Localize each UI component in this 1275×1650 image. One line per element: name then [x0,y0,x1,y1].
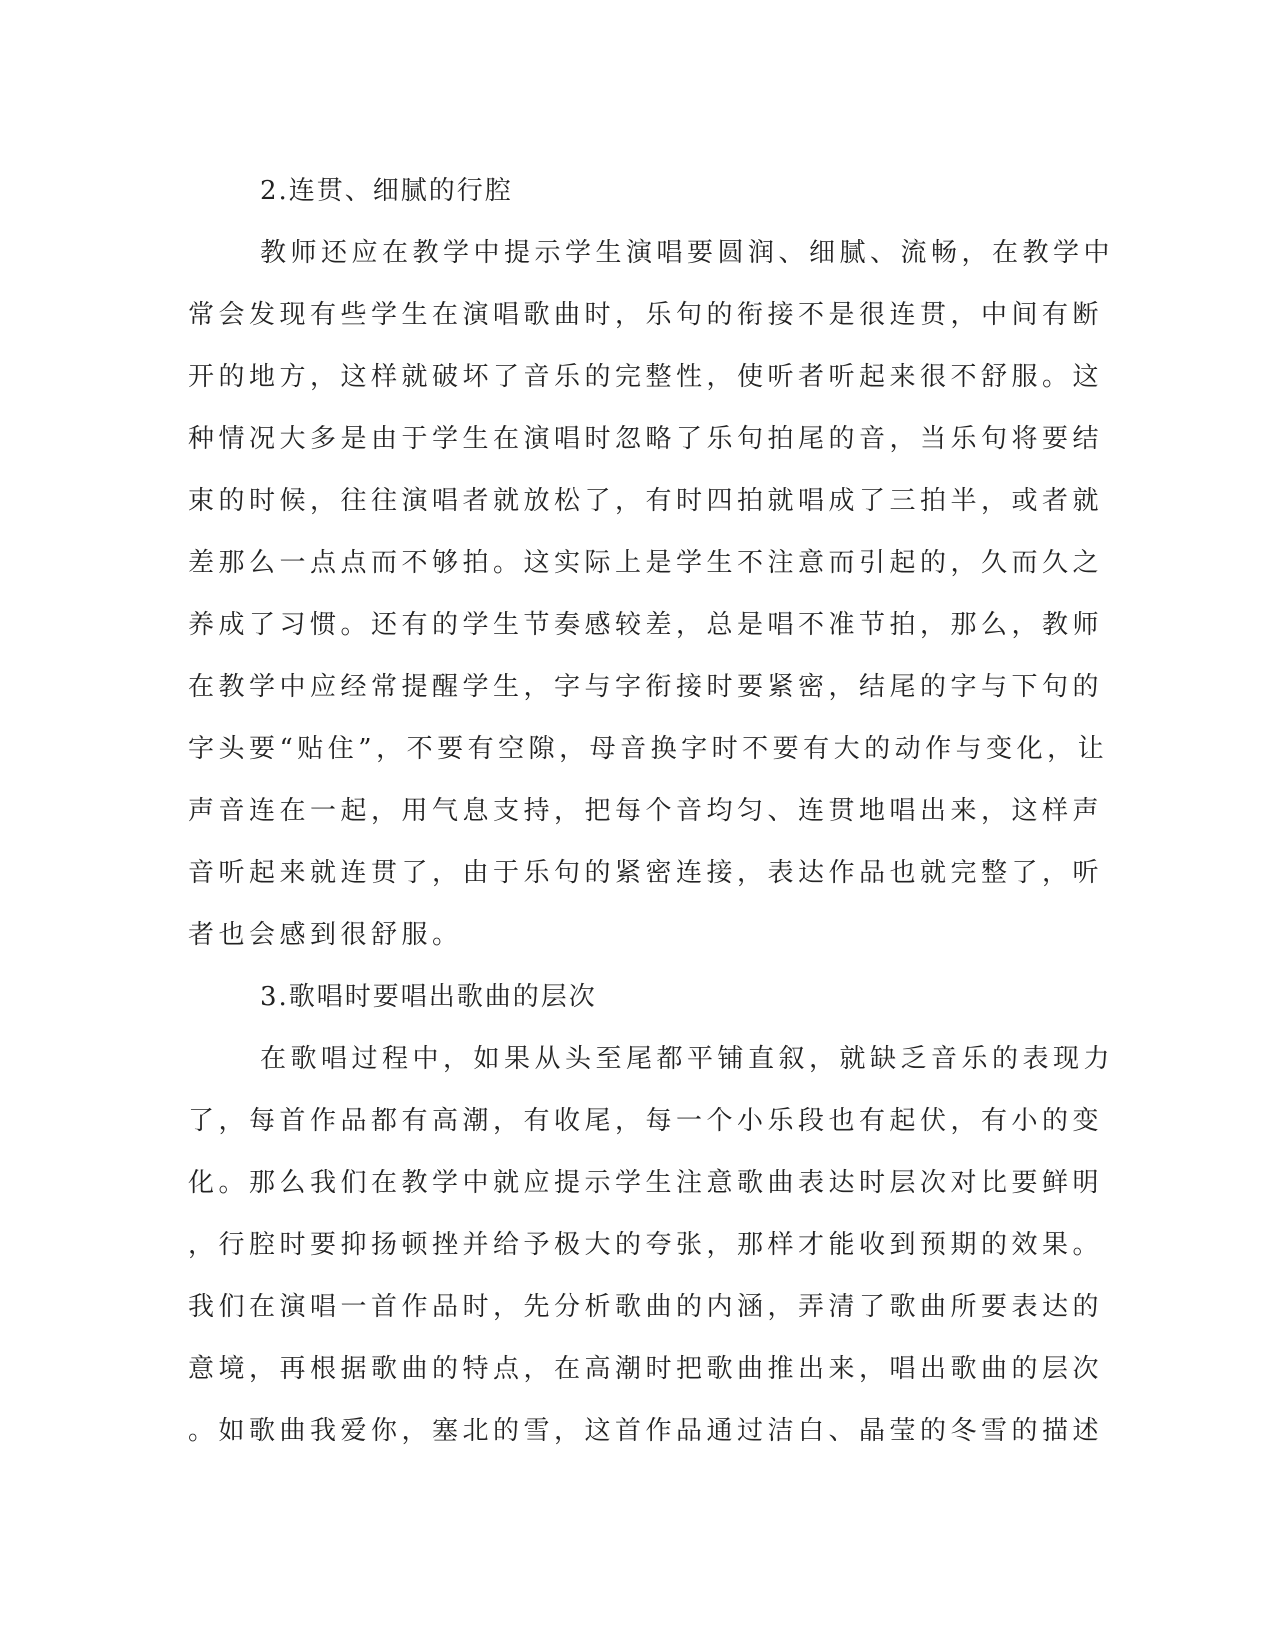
paragraph-line: 我们在演唱一首作品时，先分析歌曲的内涵，弄清了歌曲所要表达的 [188,1292,1104,1322]
paragraph-line: 了，每首作品都有高潮，有收尾，每一个小乐段也有起伏，有小的变 [188,1106,1104,1136]
paragraph [188,1028,1115,1462]
paragraph-line: 种情况大多是由于学生在演唱时忽略了乐句拍尾的音，当乐句将要结 [188,424,1104,454]
paragraph-line: 声音连在一起，用气息支持，把每个音均匀、连贯地唱出来，这样声 [188,796,1104,826]
document-body [188,160,1115,1462]
paragraph-line: 开的地方，这样就破坏了音乐的完整性，使听者听起来很不舒服。这 [188,362,1104,392]
paragraph-line: 者也会感到很舒服。 [188,920,463,950]
paragraph-line: ，行腔时要抑扬顿挫并给予极大的夸张，那样才能收到预期的效果。 [188,1230,1104,1260]
section-heading: 2.连贯、细腻的行腔 [260,176,513,206]
paragraph-line: 音听起来就连贯了，由于乐句的紧密连接，表达作品也就完整了，听 [188,858,1104,888]
paragraph-line: 意境，再根据歌曲的特点，在高潮时把歌曲推出来，唱出歌曲的层次 [188,1354,1104,1384]
paragraph-line: 化。那么我们在教学中就应提示学生注意歌曲表达时层次对比要鲜明 [188,1168,1104,1198]
paragraph-line: 字头要“贴住”，不要有空隙，母音换字时不要有大的动作与变化，让 [188,734,1109,764]
paragraph-line: 教师还应在教学中提示学生演唱要圆润、细腻、流畅，在教学中 [260,238,1115,268]
paragraph [188,222,1115,966]
paragraph-line: 在教学中应经常提醒学生，字与字衔接时要紧密，结尾的字与下句的 [188,672,1104,702]
paragraph-line: 束的时候，往往演唱者就放松了，有时四拍就唱成了三拍半，或者就 [188,486,1104,516]
section-heading: 3.歌唱时要唱出歌曲的层次 [260,982,597,1012]
paragraph-line: 在歌唱过程中，如果从头至尾都平铺直叙，就缺乏音乐的表现力 [260,1044,1115,1074]
paragraph-line: 养成了习惯。还有的学生节奏感较差，总是唱不准节拍，那么，教师 [188,610,1104,640]
paragraph-line: 差那么一点点而不够拍。这实际上是学生不注意而引起的，久而久之 [188,548,1104,578]
paragraph-line: 。如歌曲我爱你，塞北的雪，这首作品通过洁白、晶莹的冬雪的描述 [188,1416,1104,1446]
paragraph-line: 常会发现有些学生在演唱歌曲时，乐句的衔接不是很连贯，中间有断 [188,300,1104,330]
